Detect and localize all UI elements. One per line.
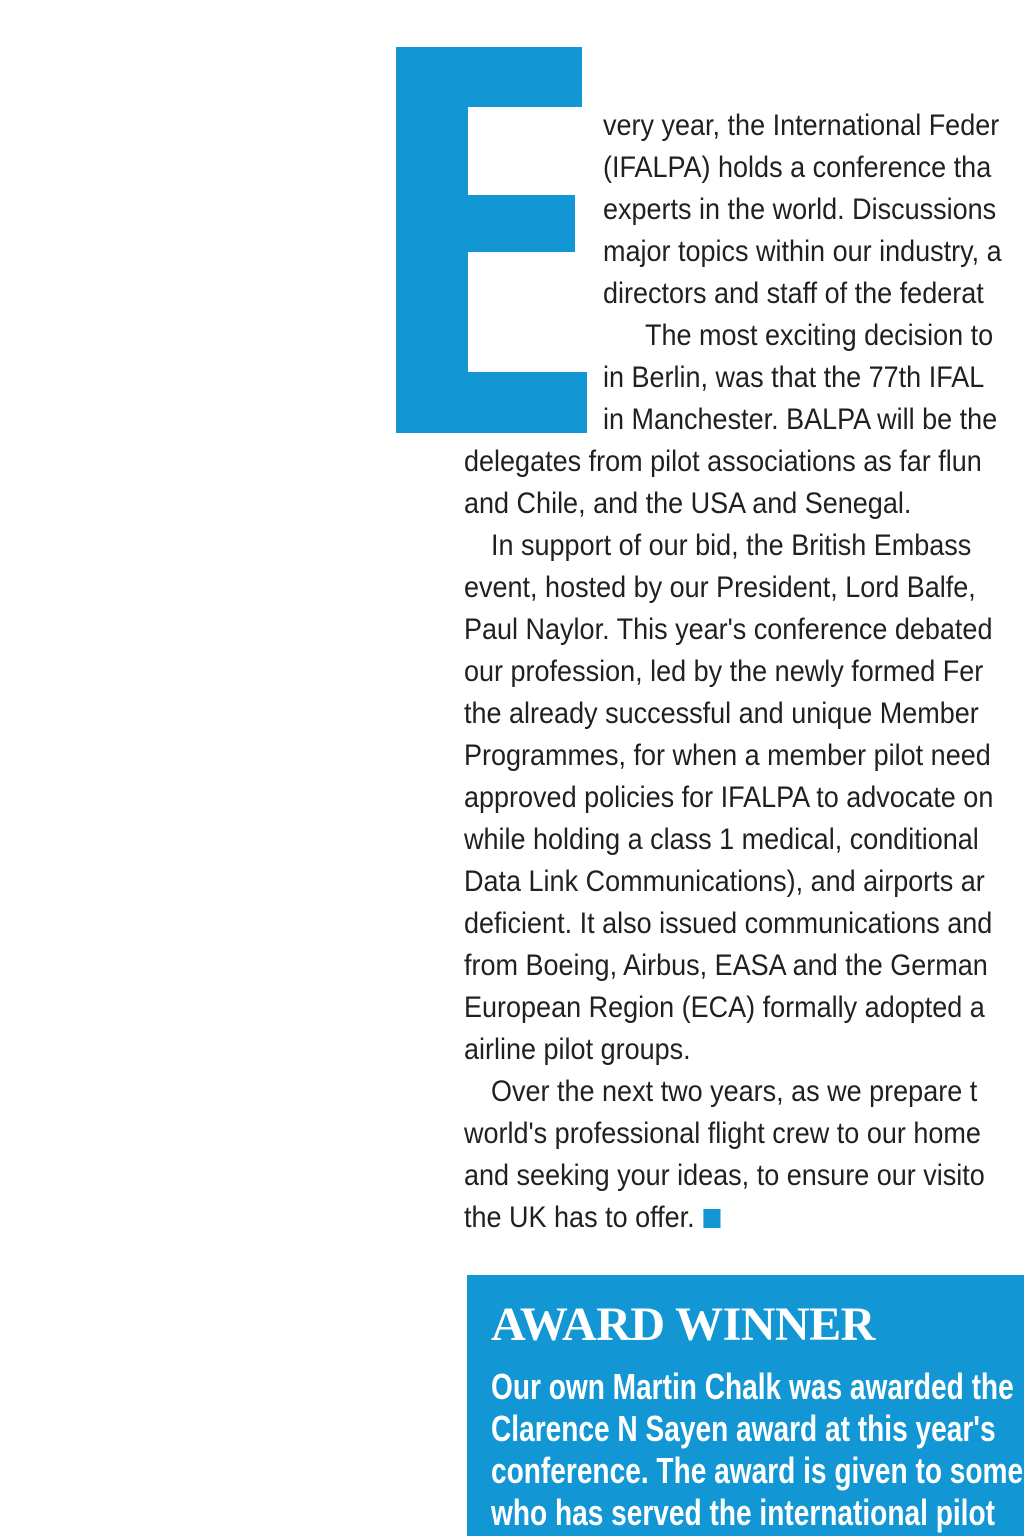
end-of-article-marker xyxy=(704,1209,721,1228)
text-line: Paul Naylor. This year's conference debated xyxy=(464,613,993,646)
text-line xyxy=(464,1197,993,1239)
text-line: and seeking your ideas, to ensure our visito xyxy=(464,1159,985,1192)
text-line: very year, the International Feder xyxy=(603,109,1000,142)
text-line: Over the next two years, as we prepare t xyxy=(491,1075,978,1108)
text-line: directors and staff of the federat xyxy=(603,277,984,310)
text-line: Programmes, for when a member pilot need xyxy=(464,739,991,772)
text-line: Data Link Communications), and airports ar xyxy=(464,865,985,898)
text-line: In support of our bid, the British Embass xyxy=(491,529,972,562)
text-line: while holding a class 1 medical, conditional xyxy=(464,823,979,856)
text-line: approved policies for IFALPA to advocate on xyxy=(464,781,994,814)
text-line: delegates from pilot associations as far flun xyxy=(464,445,982,478)
text-line: in Manchester. BALPA will be the xyxy=(603,403,998,436)
text-line: world's professional flight crew to our home xyxy=(464,1117,981,1150)
text-line: deficient. It also issued communications and xyxy=(464,907,993,940)
text-line: (IFALPA) holds a conference tha xyxy=(603,151,992,184)
award-text-line: Clarence N Sayen award at this year's xyxy=(491,1408,996,1449)
text-line: and Chile, and the USA and Senegal. xyxy=(464,487,912,520)
text-line: major topics within our industry, a xyxy=(603,235,1002,268)
text-line-fragment: the UK has to offer. xyxy=(464,1201,695,1234)
award-box xyxy=(467,1275,1024,1536)
text-line: airline pilot groups. xyxy=(464,1033,691,1066)
award-title: AWARD WINNER xyxy=(491,1298,875,1351)
award-text-line: conference. The award is given to some xyxy=(491,1450,1024,1491)
text-line: the already successful and unique Member xyxy=(464,697,979,730)
text-line: The most exciting decision to xyxy=(645,319,994,352)
award-body xyxy=(491,1366,1024,1534)
award-text-line: Our own Martin Chalk was awarded the xyxy=(491,1366,1014,1407)
text-line: from Boeing, Airbus, EASA and the German xyxy=(464,949,988,982)
text-line: experts in the world. Discussions xyxy=(603,193,997,226)
text-line: in Berlin, was that the 77th IFAL xyxy=(603,361,985,394)
article-column xyxy=(464,105,1024,1239)
text-line: European Region (ECA) formally adopted a xyxy=(464,991,985,1024)
text-line: our profession, led by the newly formed Fer xyxy=(464,655,984,688)
text-line: event, hosted by our President, Lord Balfe, xyxy=(464,571,976,604)
award-text-line: who has served the international pilot xyxy=(491,1492,995,1533)
